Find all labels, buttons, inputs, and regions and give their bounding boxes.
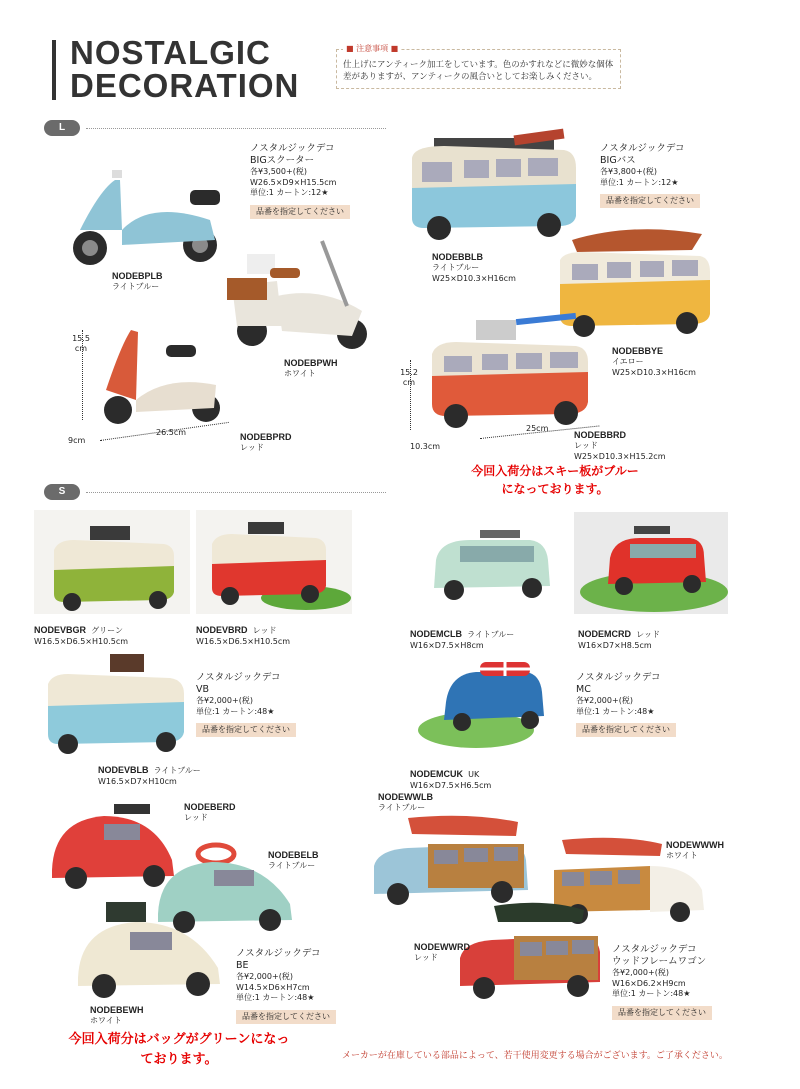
vb-lb-label [98,758,201,788]
vb-lb-color: ライトブルー [153,766,201,775]
wagon-subname: ウッドフレームワゴン [612,956,707,967]
mc-info [576,672,676,737]
ww-rd-code: NODEWWRD [414,942,470,952]
scooter-rd-color: レッド [240,443,264,452]
vb-gr-color: グリーン [91,626,123,635]
be-size: W14.5×D6×H7cm [236,982,310,992]
scooter-red-image [96,320,226,430]
ww-wh-code: NODEWWWH [666,840,724,850]
vb-lb-code: NODEVBLB [98,765,149,775]
scooter-info [250,143,350,219]
notice-text: 仕上げにアンティーク加工をしています。色のかすれなどに微妙な個体差がありますが、アンティークの風合いとしてお楽しみください。 [343,60,614,82]
footer-note: メーカーが在庫している部品によって、若干使用変更する場合がございます。ご了承ください。 [342,1051,728,1061]
vb-price: 各¥2,000+(税) [196,696,253,705]
bus-order-button[interactable]: 品番を指定してください [600,194,700,208]
mc-unit: 単位:1 カートン:48★ [576,706,655,716]
page-title [70,36,299,102]
scooter-lb-color: ライトブルー [112,282,160,291]
be-name: ノスタルジックデコ [236,948,321,959]
bus-ye-size: W25×D10.3×H16cm [612,367,696,377]
bus-rd-label [574,430,666,462]
mc-lb-label [410,622,514,652]
vb-green-photo [34,510,190,614]
scooter-wh-color: ホワイト [284,369,316,378]
bus-height-line [410,360,411,430]
scooter-white-image [222,236,382,356]
mc-lb-code: NODEMCLB [410,629,462,639]
bus-lb-size: W25×D10.3×H16cm [432,273,516,283]
bus-lb-color: ライトブルー [432,263,480,272]
notice-box [336,44,621,89]
bus-ye-code: NODEBBYE [612,346,664,356]
scooter-height-line [82,330,83,420]
vb-name: ノスタルジックデコ [196,672,281,683]
bus-rd-color: レッド [574,441,598,450]
vb-rd-size: W16.5×D6.5×H10.5cm [196,637,291,646]
bus-width-dim: 25cm [526,424,549,433]
vb-lightblue-image [40,648,194,756]
mc-rd-color: レッド [636,630,661,639]
mc-uk-size: W16×D7.5×H6.5cm [410,781,492,790]
be-white-image [70,898,230,998]
bus-rd-size: W25×D10.3×H15.2cm [574,451,666,461]
bus-rd-code: NODEBBRD [574,430,627,440]
vb-gr-code: NODEVBGR [34,625,87,635]
be-price: 各¥2,000+(税) [236,972,293,981]
vb-lb-size: W16.5×D7×H10cm [98,777,177,786]
vb-red-image [196,510,352,614]
wagon-lightblue-image [368,810,534,910]
bus-unit: 単位:1 カートン:12★ [600,177,679,187]
section-divider-small [86,492,386,493]
mc-price: 各¥2,000+(税) [576,696,633,705]
vb-red-photo [196,510,352,614]
ww-wh-color: ホワイト [666,851,698,860]
vb-green-image [34,510,190,614]
scooter-order-button[interactable]: 品番を指定してください [250,205,350,219]
bus-depth-dim: 10.3cm [410,442,441,451]
scooter-name: ノスタルジックデコ [250,143,335,154]
be-wh-color: ホワイト [90,1016,122,1025]
scooter-rd-code: NODEBPRD [240,432,292,442]
mc-rd-size: W16×D7×H8.5cm [578,641,652,650]
be-lb-code: NODEBELB [268,850,319,860]
vb-gr-label [34,618,128,648]
scooter-unit: 単位:1 カートン:12★ [250,188,329,197]
ww-lb-code: NODEWWLB [378,792,433,802]
vb-rd-color: レッド [252,626,277,635]
mc-lb-color: ライトブルー [467,630,515,639]
mc-order-button[interactable]: 品番を指定してください [576,723,676,737]
be-wh-label [90,1005,144,1027]
be-subname: BE [236,960,249,971]
title-accent-bar [52,40,56,100]
scooter-width-dim: 26.5cm [156,428,187,437]
bus-ye-label [612,346,696,378]
be-rd-code: NODEBERD [184,802,236,812]
scooter-wh-label [284,358,338,380]
mc-uk-code: NODEMCUK [410,769,463,779]
mc-uk-label [410,762,491,792]
scooter-lb-label [112,271,163,293]
bus-price: 各¥3,800+(税) [600,167,657,176]
be-lb-label [268,850,319,872]
wagon-size: W16×D6.2×H9cm [612,978,686,988]
wagon-unit: 単位:1 カートン:48★ [612,989,691,998]
be-red-note: 今回入荷分はバッグがグリーンになっております。 [68,1032,290,1067]
bus-subname: BIGバス [600,155,636,166]
scooter-subname: BIGスクーター [250,155,315,166]
mc-uk-color: UK [468,770,480,779]
wagon-info [612,944,712,1020]
ww-wh-label [666,840,724,862]
scooter-size: W26.5×D9×H15.5cm [250,177,337,187]
scooter-wh-code: NODEBPWH [284,358,338,368]
be-lb-color: ライトブルー [268,861,316,870]
be-wh-code: NODEBEWH [90,1005,144,1015]
section-divider-large [86,128,386,129]
be-order-button[interactable]: 品番を指定してください [236,1010,336,1024]
mc-rd-code: NODEMCRD [578,629,631,639]
mc-subname: MC [576,684,591,695]
wagon-price: 各¥2,000+(税) [612,968,669,977]
wagon-name: ノスタルジックデコ [612,944,697,955]
be-rd-label [184,802,236,824]
scooter-rd-label [240,432,292,454]
bus-height-dim: 15.2 cm [400,368,418,387]
bus-lb-label [432,252,516,284]
title-line1: NOSTALGIC [70,34,271,71]
mc-red-image [574,512,728,614]
ww-lb-color: ライトブルー [378,803,426,812]
bus-red-image [426,306,592,432]
wagon-order-button[interactable]: 品番を指定してください [612,1006,712,1020]
vb-info [196,672,296,737]
mc-lightblue-photo [410,512,566,614]
bus-lb-code: NODEBBLB [432,252,483,262]
notice-title: ■ 注意事項 ■ [343,43,401,55]
mc-uk-image [416,652,566,754]
mc-lb-size: W16×D7.5×H8cm [410,641,484,650]
vb-rd-label [196,618,290,648]
scooter-depth-dim: 9cm [68,436,86,445]
be-info [236,948,336,1024]
mc-name: ノスタルジックデコ [576,672,661,683]
title-line2: DECORATION [70,67,300,104]
vb-order-button[interactable]: 品番を指定してください [196,723,296,737]
vb-gr-size: W16.5×D6.5×H10.5cm [34,637,129,646]
scooter-lb-code: NODEBPLB [112,271,163,281]
wagon-red-image [454,898,604,1002]
ww-rd-color: レッド [414,953,438,962]
section-label-large: L [44,120,80,136]
ww-rd-label [414,942,470,964]
scooter-price: 各¥3,500+(税) [250,167,307,176]
vb-rd-code: NODEVBRD [196,625,248,635]
mc-rd-label [578,622,660,652]
scooter-lightblue-image [60,160,230,270]
section-label-small: S [44,484,80,500]
mc-lightblue-image [410,512,566,614]
vb-unit: 単位:1 カートン:48★ [196,706,275,716]
scooter-height-dim: 15.5 cm [72,334,90,353]
be-rd-color: レッド [184,813,208,822]
mc-red-photo [574,512,728,614]
bus-info [600,143,700,208]
vb-subname: VB [196,684,210,695]
bus-name: ノスタルジックデコ [600,143,685,154]
bus-red-note: 今回入荷分はスキー板がブルーになっております。 [471,464,639,496]
be-unit: 単位:1 カートン:48★ [236,993,315,1002]
bus-ye-color: イエロー [612,357,644,366]
